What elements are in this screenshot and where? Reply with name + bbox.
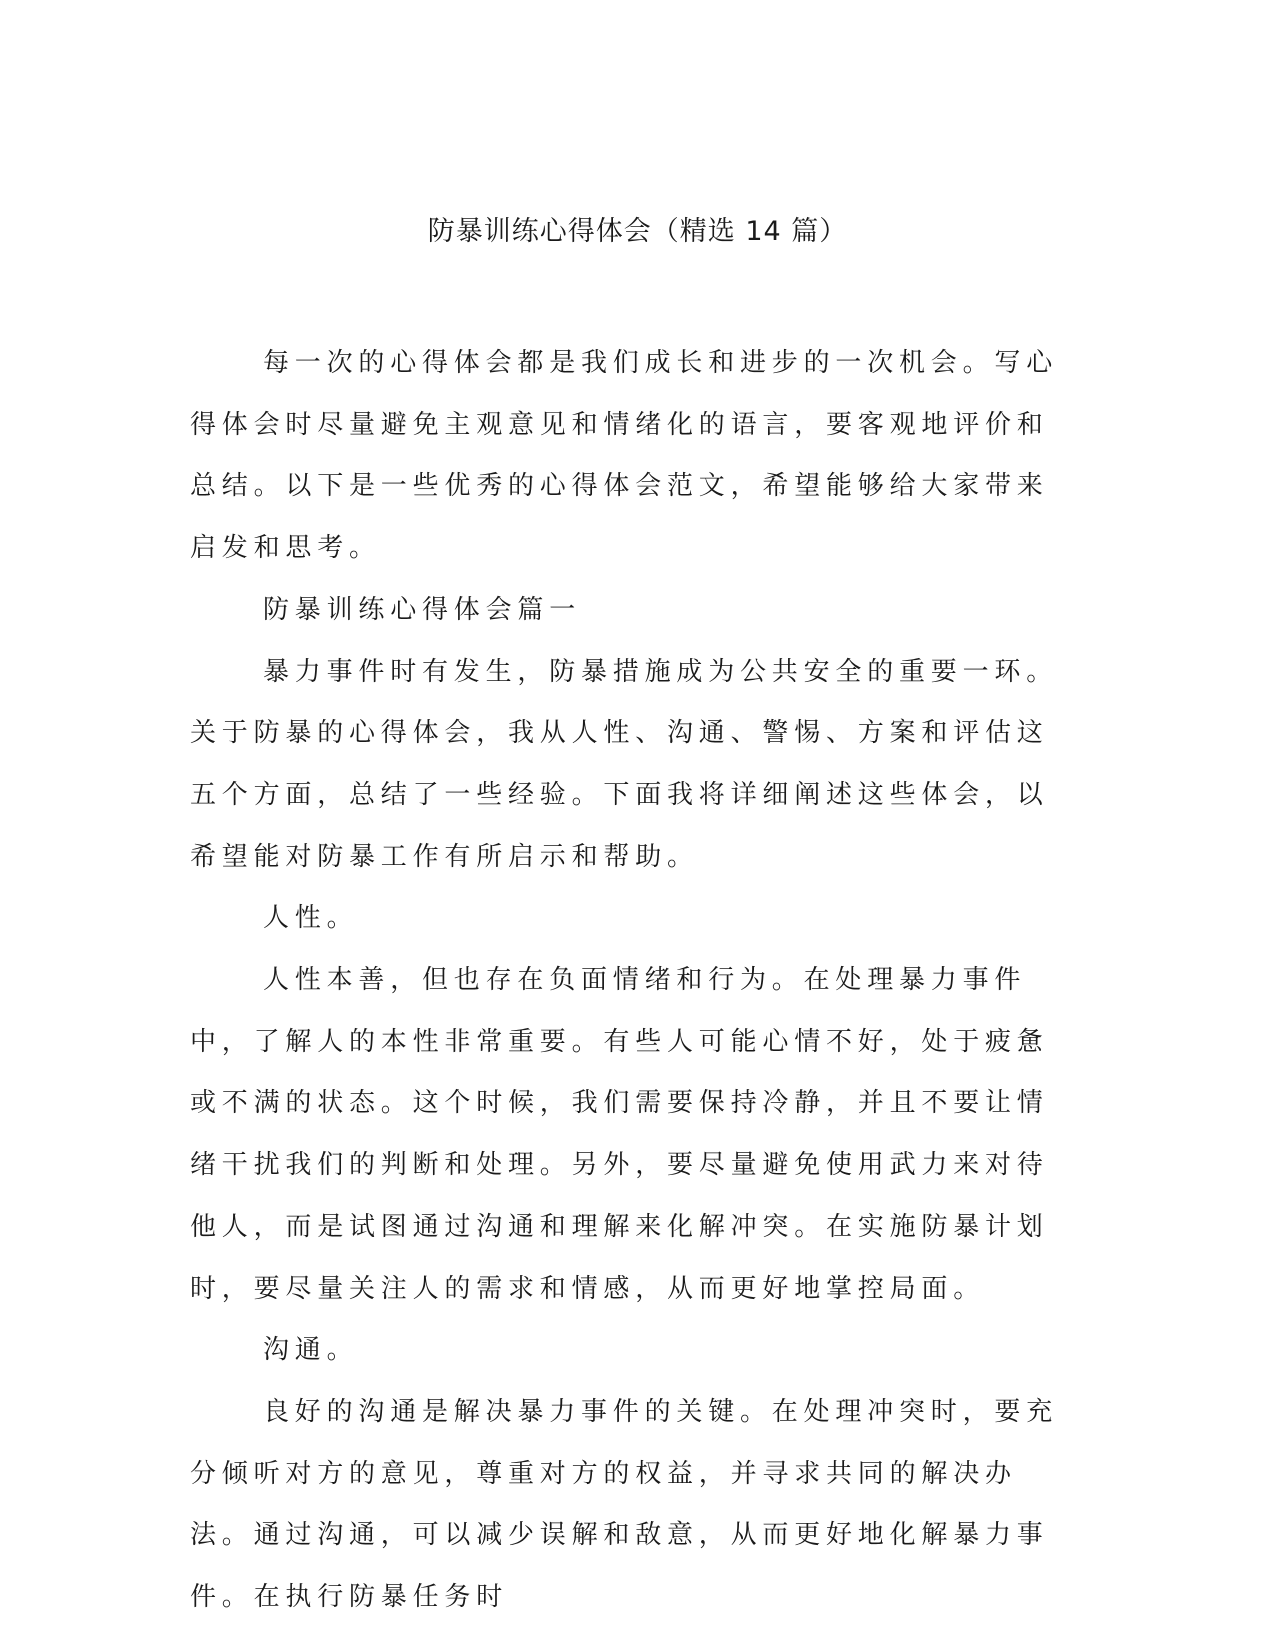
subheading-communication: 沟通。 [263,1335,359,1366]
intro-paragraph: 每一次的心得体会都是我们成长和进步的一次机会。写心得体会时尽量避免主观意见和情绪化的语言，要客观地评价和总结。以下是一些优秀的心得体会范文，希望能够给大家带来启发和思考。 [190,348,1059,564]
body-paragraph: 良好的沟通是解决暴力事件的关键。在处理冲突时，要充分倾听对方的意见，尊重对方的权益，并寻求共同的解决办法。通过沟通，可以减少误解和敌意，从而更好地化解暴力事件。在执行防暴任务时 [190,1396,1059,1613]
section-heading-part-one: 防暴训练心得体会篇一 [263,594,582,625]
document-title: 防暴训练心得体会（精选 14 篇） [427,216,848,247]
document-body [190,333,1080,1629]
subheading-human-nature: 人性。 [263,903,359,934]
body-paragraph: 暴力事件时有发生，防暴措施成为公共安全的重要一环。关于防暴的心得体会，我从人性、沟通、警惕、方案和评估这五个方面，总结了一些经验。下面我将详细阐述这些体会，以希望能对防暴工作有所启示和帮助。 [190,656,1059,872]
body-paragraph: 人性本善，但也存在负面情绪和行为。在处理暴力事件中，了解人的本性非常重要。有些人可能心情不好，处于疲惫或不满的状态。这个时候，我们需要保持冷静，并且不要让情绪干扰我们的判断和处理。另外，要尽量避免使用武力来对待他人，而是试图通过沟通和理解来化解冲突。在实施防暴计划时，要尽量关注人的需求和情感，从而更好地掌控局面。 [190,965,1049,1304]
